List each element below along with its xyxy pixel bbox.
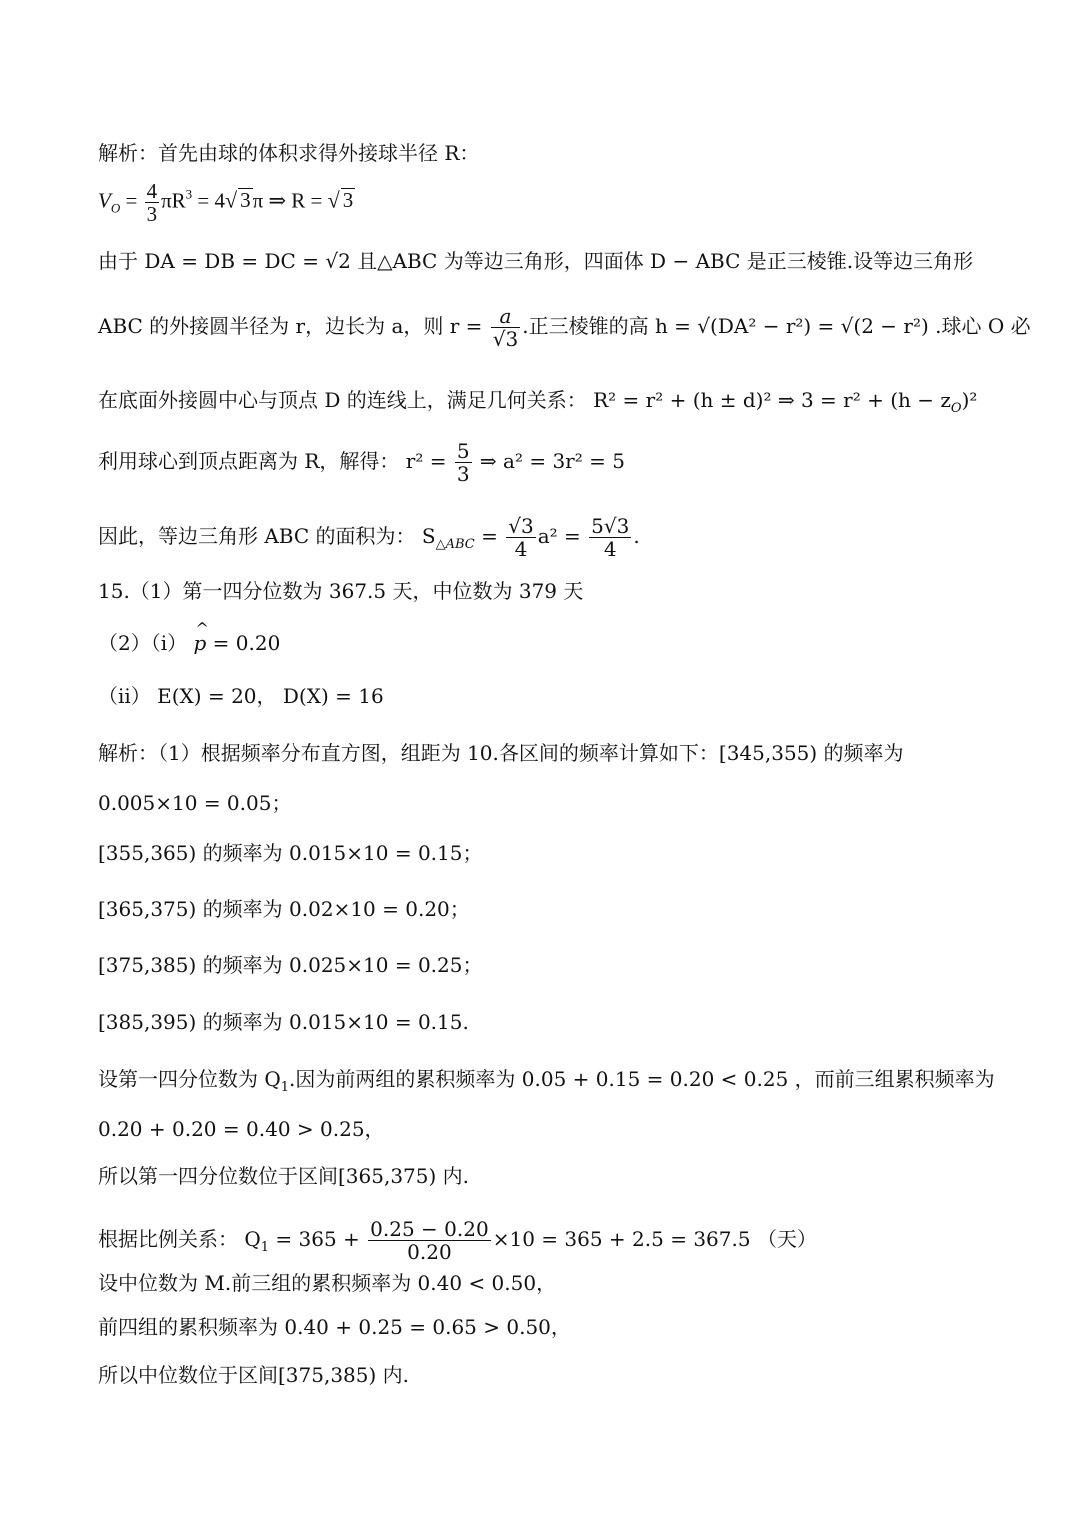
- answer-15-part1: 15.（1）第一四分位数为 367.5 天，中位数为 379 天: [98, 579, 584, 603]
- equals: =: [481, 524, 498, 548]
- text-a: 利用球心到顶点距离为 R，解得： r² =: [98, 449, 447, 473]
- p-hat: ^ p: [193, 630, 206, 656]
- geometric-relation: [98, 387, 1020, 416]
- area-subscript: △ABC: [435, 537, 475, 552]
- q1-reasoning: [98, 1066, 1020, 1095]
- exp-3: 3: [185, 186, 193, 202]
- text-a: 根据比例关系： Q: [98, 1227, 261, 1251]
- fraction-a-sqrt3: [491, 305, 520, 350]
- frac-den: √3: [492, 327, 519, 351]
- label: （2）（i）: [98, 631, 188, 655]
- text-a: 因此，等边三角形 ABC 的面积为： S: [98, 524, 436, 548]
- fraction-5sqrt3-4: [589, 515, 631, 560]
- frac-num: √3: [508, 514, 534, 538]
- z-subscript: O: [950, 401, 962, 416]
- frac-den: 3: [146, 202, 158, 226]
- circumradius-statement: [98, 304, 1031, 351]
- end: .: [633, 524, 640, 548]
- pi-r: πR: [161, 188, 186, 213]
- freq-345-355-calc: 0.005×10 = 0.05；: [98, 791, 292, 815]
- text-a: 设第一四分位数为 Q: [98, 1067, 281, 1091]
- frac-num: 5√3: [591, 514, 630, 538]
- frac-num: 4: [146, 179, 158, 203]
- text-c: ×10 = 365 + 2.5 = 367.5 （天）: [492, 1227, 817, 1251]
- triangle-area: [98, 515, 1020, 560]
- value: = 0.20: [212, 631, 281, 655]
- sqrt-3-result: 3: [342, 188, 354, 213]
- frac-den: 4: [603, 537, 617, 561]
- frac-num: 0.25 − 0.20: [370, 1217, 489, 1241]
- text-b: ⇒ a² = 3r² = 5: [479, 449, 625, 473]
- text-b: .正三棱锥的高 h = √(DA² − r²) = √(2 − r²) .球心 O 必: [522, 314, 1031, 338]
- median-three-groups: 设中位数为 M.前三组的累积频率为 0.40 < 0.50，: [98, 1271, 557, 1295]
- freq-375-385: [375,385) 的频率为 0.025×10 = 0.25；: [98, 953, 483, 977]
- q-subscript: 1: [260, 1240, 270, 1255]
- v-symbol: V: [98, 188, 111, 213]
- median-interval: 所以中位数位于区间[375,385) 内.: [98, 1363, 410, 1387]
- fraction-interp: [368, 1218, 491, 1263]
- pi-implies: π ⇒ R =: [252, 188, 323, 213]
- text-a: ABC 的外接圆半径为 r，边长为 a，则 r =: [98, 314, 483, 338]
- q1-interval: 所以第一四分位数位于区间[365,375) 内.: [98, 1164, 470, 1188]
- eq-4: = 4: [197, 188, 226, 213]
- freq-355-365: [355,365) 的频率为 0.015×10 = 0.15；: [98, 841, 483, 865]
- fraction-sqrt3-4: [506, 515, 535, 560]
- sphere-volume-equation: $V_O$ = $\frac{4}{3}$ $\pi R^3 = 4√$ 3π ⇒ R = √ 3: [98, 179, 354, 226]
- equals: =: [125, 188, 138, 213]
- cumulative-three-groups: 0.20 + 0.20 = 0.40 > 0.25，: [98, 1117, 385, 1141]
- text-b: = 365 +: [275, 1227, 360, 1251]
- freq-365-375: [365,375) 的频率为 0.02×10 = 0.20；: [98, 897, 470, 921]
- sqrt-3: 3: [240, 188, 251, 213]
- q-subscript: 1: [280, 1080, 290, 1095]
- solve-r-squared: [98, 440, 1020, 485]
- frac-den: 3: [456, 462, 470, 486]
- frac-den: 4: [514, 537, 528, 561]
- analysis-intro: 解析：首先由球的体积求得外接球半径 R：: [98, 141, 480, 165]
- frac-den: 0.20: [407, 1240, 452, 1264]
- relation-text: 在底面外接圆中心与顶点 D 的连线上，满足几何关系： R² = r² + (h ± d)² ⇒ 3 = r² + (h − z: [98, 388, 951, 412]
- relation-end: )²: [961, 388, 978, 412]
- frac-num: 5: [456, 439, 470, 463]
- freq-385-395: [385,395) 的频率为 0.015×10 = 0.15.: [98, 1010, 469, 1034]
- frac-num: a: [491, 305, 520, 328]
- answer-15-part2-ii: （ii） E(X) = 20， D(X) = 16: [98, 684, 384, 708]
- fraction-5-3: [455, 440, 472, 485]
- v-subscript: O: [110, 200, 121, 216]
- mid: a² =: [537, 524, 581, 548]
- median-four-groups: 前四组的累积频率为 0.40 + 0.25 = 0.65 > 0.50，: [98, 1315, 571, 1339]
- regular-pyramid-statement: 由于 DA = DB = DC = √2 且△ABC 为等边三角形，四面体 D − ABC 是正三棱锥.设等边三角形: [98, 249, 974, 273]
- analysis-15-intro: 解析：（1）根据频率分布直方图，组距为 10.各区间的频率计算如下：[345,355) 的频率为: [98, 741, 904, 765]
- answer-15-part2-i: [98, 630, 1020, 656]
- text-b: .因为前两组的累积频率为 0.05 + 0.15 = 0.20 < 0.25 ，而前三组累积频率为: [289, 1067, 995, 1091]
- fraction-4-3: [145, 180, 160, 225]
- q1-interpolation: [98, 1218, 1020, 1263]
